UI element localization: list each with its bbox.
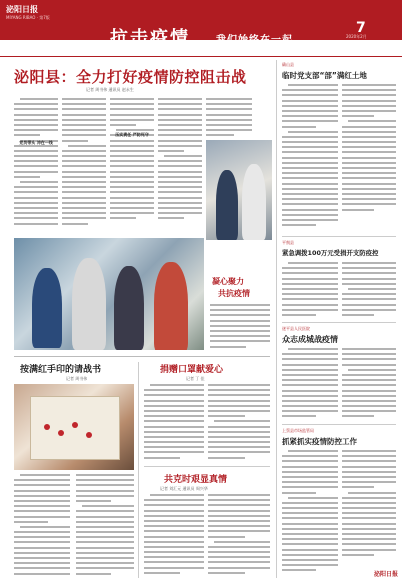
divider <box>282 424 396 425</box>
article-kicker: 平舆县 <box>282 240 294 245</box>
lead-headline: 泌阳县：全力打好疫情防控阻击战 <box>14 68 247 86</box>
article-byline: 记者 丁 佳 <box>186 376 205 381</box>
article-headline: 捐赠口罩献爱心 <box>160 365 224 375</box>
article-headline: 众志成城战疫情 <box>282 335 338 344</box>
article-column <box>342 262 396 320</box>
article-column <box>282 84 338 232</box>
article-column <box>342 84 396 232</box>
article-headline: 紧急调拨100万元受捐开支防疫控 <box>282 249 379 257</box>
divider <box>0 56 402 57</box>
divider <box>144 466 270 467</box>
lead-byline: 记者 周书伟 通讯员 赵永生 <box>86 87 134 92</box>
article-column <box>144 494 204 578</box>
section-title: 抗击疫情 <box>110 28 190 49</box>
fingerprint-mark <box>86 432 92 438</box>
photo-story-subtitle: 共抗疫情 <box>218 289 250 298</box>
article-column <box>208 494 270 578</box>
petition-photo <box>14 384 134 470</box>
article-headline: 临时党支部“部”满红土地 <box>282 71 367 80</box>
photo-figure <box>72 258 106 350</box>
watermark-logo: 泌阳日报 <box>373 571 398 578</box>
photo-figure <box>114 266 144 350</box>
photo-figure <box>154 262 188 350</box>
article-column <box>342 450 396 570</box>
article-column <box>342 348 396 420</box>
divider <box>276 60 277 578</box>
article-column <box>208 384 270 464</box>
article-kicker: 遂平县人民医院 <box>282 326 310 331</box>
article-kicker: 上蔡县市场监管局 <box>282 428 314 433</box>
lead-photo <box>14 238 204 350</box>
divider <box>14 356 270 357</box>
lead-column-4 <box>158 98 202 234</box>
issue-date: 2020年2月 <box>346 34 367 39</box>
divider <box>282 322 396 323</box>
photo-figure <box>32 268 62 348</box>
article-headline: 共克时艰显真情 <box>164 475 228 485</box>
fingerprint-mark <box>58 430 64 436</box>
article-kicker: 确山县 <box>282 62 294 67</box>
page-number: 7 <box>356 20 366 36</box>
fingerprint-mark <box>72 422 78 428</box>
lead-column-1 <box>14 98 58 226</box>
fingerprint-mark <box>44 424 50 430</box>
lead-column-3 <box>110 98 154 234</box>
masthead-banner <box>0 0 402 40</box>
lead-subheading: 党员带头 冲在一线 <box>19 140 53 145</box>
lead-subheading-2: 压实责任 严防死守 <box>115 132 149 137</box>
photo-figure <box>242 164 266 240</box>
masthead-subtext: MIYANG RIBAO · 第7版 <box>6 15 50 20</box>
section-slogan: 我们始终在一起 <box>216 35 293 46</box>
article-column <box>282 450 338 576</box>
article-headline: 抓紧抓实疫情防控工作 <box>282 437 357 446</box>
lead-column-2 <box>62 98 106 234</box>
photo-story-image <box>206 140 272 240</box>
divider <box>282 236 396 237</box>
article-column <box>14 474 70 578</box>
photo-story-caption <box>210 304 270 354</box>
article-column <box>144 384 204 464</box>
photo-figure <box>216 170 238 240</box>
article-column <box>282 348 338 420</box>
newspaper-logo: 泌阳日报 <box>6 5 38 14</box>
article-column <box>282 262 338 320</box>
divider <box>138 362 139 578</box>
photo-story-title: 凝心聚力 <box>212 277 244 286</box>
article-column <box>76 474 134 578</box>
article-headline: 按满红手印的请战书 <box>20 365 102 375</box>
article-byline: 记者 刘汇元 通讯员 周兴华 <box>160 486 208 491</box>
article-byline: 记者 周书伟 <box>66 376 88 381</box>
